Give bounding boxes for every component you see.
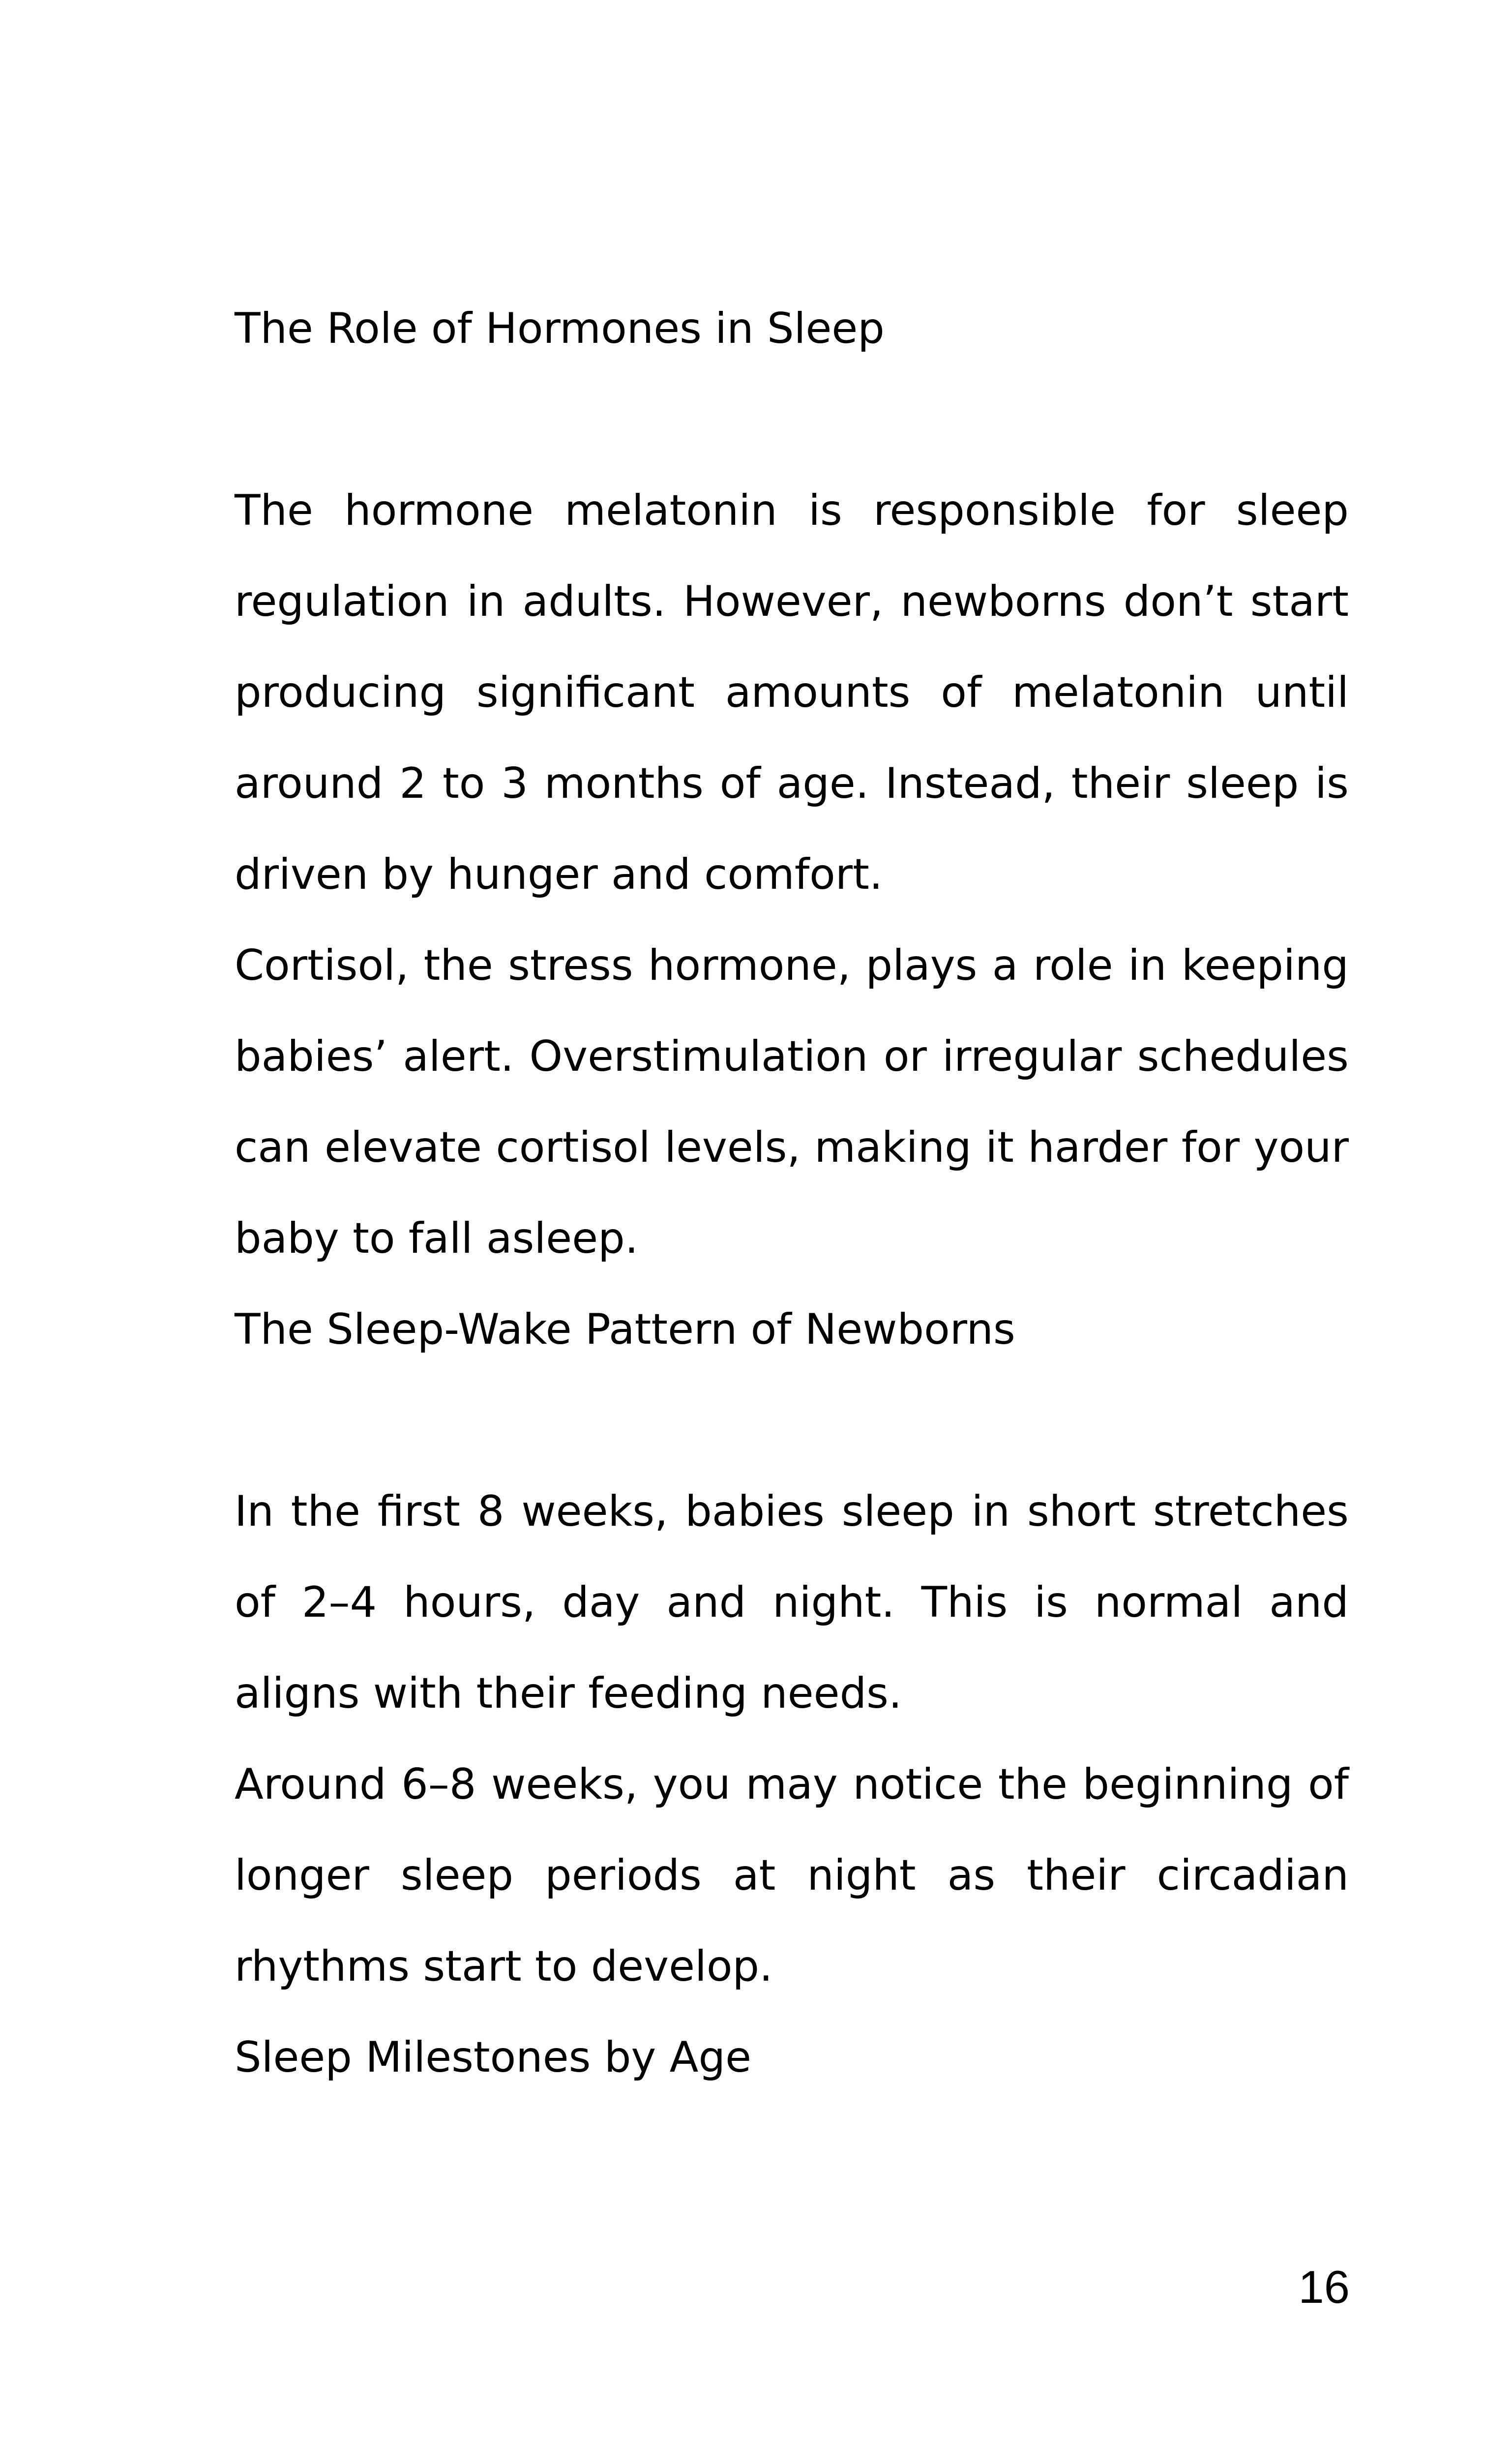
paragraph-melatonin: The hormone melatonin is responsible for sleep regulation in adults. However, newborns don’t start producing significant amounts of melatonin until around 2 to 3 months of age. Instead, their sleep is driven by hunger and comfort. bbox=[235, 486, 1349, 899]
page-number: 16 bbox=[1298, 2261, 1350, 2313]
section-heading-hormones: The Role of Hormones in Sleep bbox=[235, 304, 885, 353]
paragraph-cortisol: Cortisol, the stress hormone, plays a role in keeping babies’ alert. Overstimulation or irregular schedules can elevate cortisol levels, making it harder for your baby to fall asleep. bbox=[235, 941, 1349, 1263]
section-heading-milestones: Sleep Milestones by Age bbox=[235, 2033, 751, 2082]
paragraph-first-weeks: In the first 8 weeks, babies sleep in short stretches of 2–4 hours, day and night. This is normal and aligns with their feeding needs. bbox=[235, 1487, 1349, 1718]
section-heading-sleep-wake: The Sleep-Wake Pattern of Newborns bbox=[235, 1305, 1015, 1354]
paragraph-six-eight-weeks: Around 6–8 weeks, you may notice the beginning of longer sleep periods at night as their circadian rhythms start to develop. bbox=[235, 1760, 1349, 1991]
